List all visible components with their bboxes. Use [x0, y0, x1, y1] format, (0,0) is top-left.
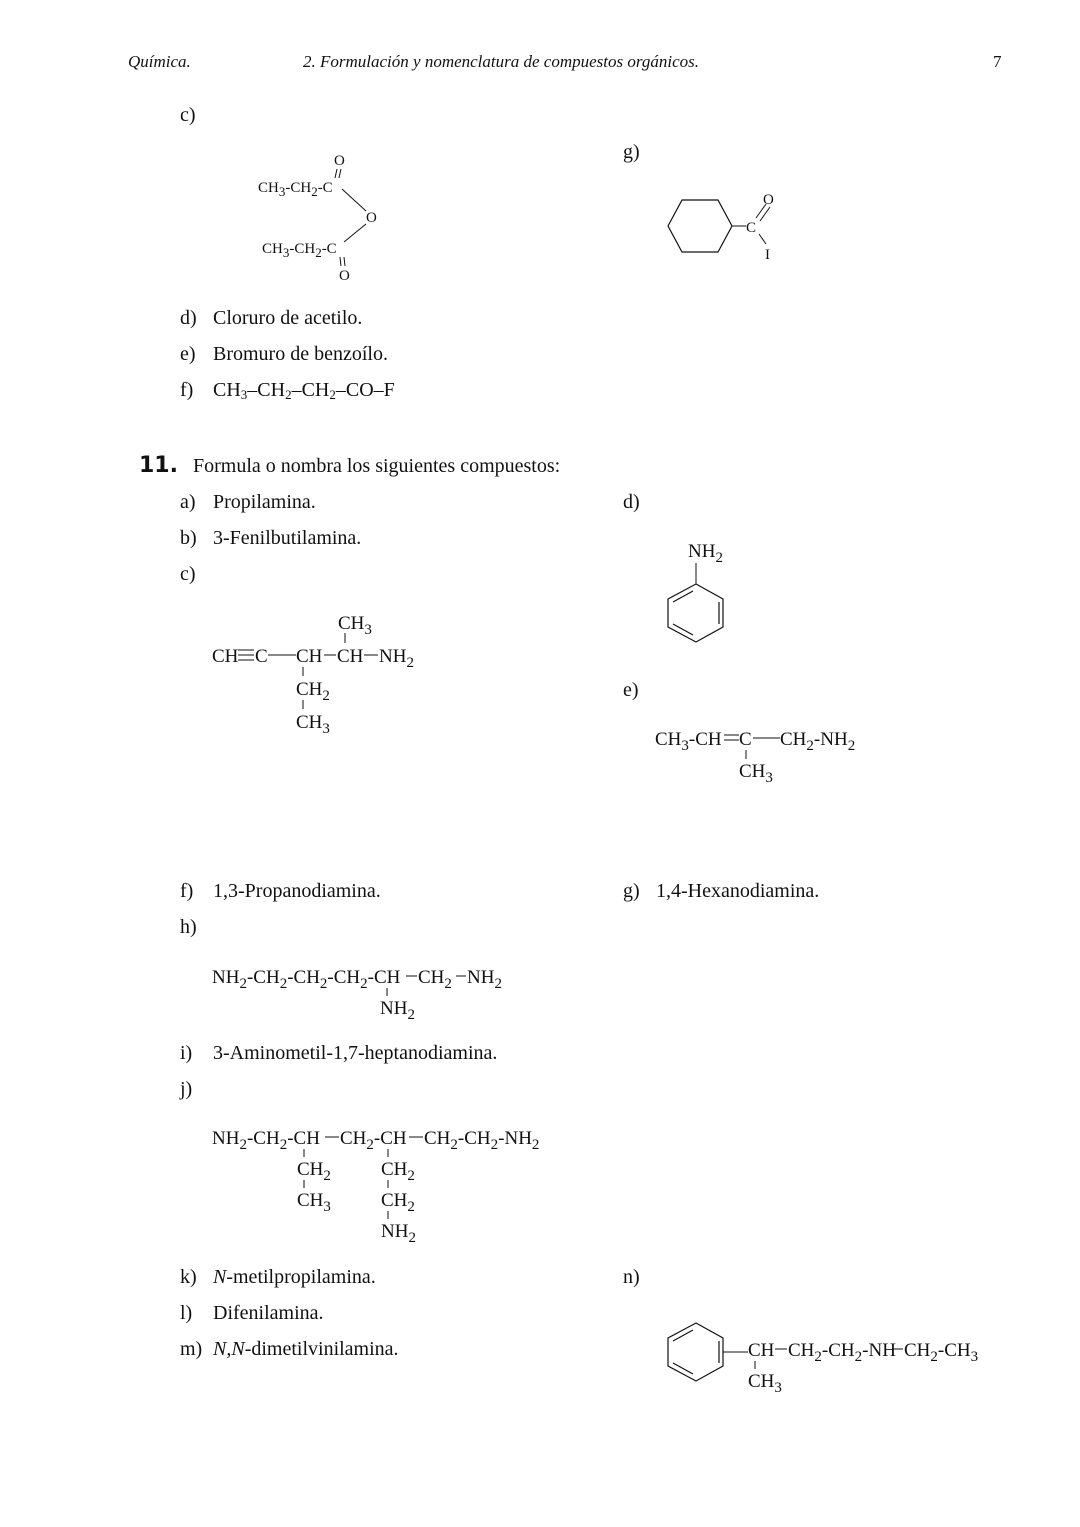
exercise-number: 11.	[139, 453, 178, 478]
structure-aniline	[668, 541, 723, 642]
svg-text:O: O	[339, 268, 350, 284]
item-d-label-11: d)	[623, 491, 640, 513]
svg-text:CH3: $CH_3$	[739, 761, 773, 786]
item-k-label: k)	[180, 1266, 197, 1288]
svg-text:CH3: $CH_3$	[296, 712, 330, 737]
svg-text:O: O	[366, 210, 377, 226]
svg-text:NH2: $NH_2$	[380, 998, 415, 1023]
item-f-formula: $CH_3-CH_2-CH_2-CO-F$	[213, 379, 395, 402]
item-b-text: 3-Fenilbutilamina.	[213, 527, 362, 549]
svg-text:C: C	[739, 729, 752, 750]
structure-11c	[212, 613, 414, 737]
svg-text:CH: CH	[337, 646, 364, 667]
structure-anhydride	[258, 153, 377, 284]
item-n-label: n)	[623, 1266, 640, 1288]
item-m-text: N,N-dimetilvinilamina.	[213, 1338, 399, 1360]
svg-text:CH3-CH: $CH_3-CH$	[655, 729, 722, 754]
item-g-text-11: 1,4-Hexanodiamina.	[656, 880, 820, 902]
item-i-label: i)	[180, 1042, 193, 1064]
structure-11n	[668, 1323, 978, 1396]
svg-text:NH2-CH2-CH2-CH2-CH: $NH_2-CH_2-CH_2-CH_2-CH$	[212, 967, 401, 992]
svg-text:CH3-CH2-C: CH3-CH2-C	[262, 241, 337, 260]
svg-text:I: I	[765, 247, 770, 263]
svg-text:CH2-CH2-NH: $CH_2-CH_2-NH$	[788, 1340, 896, 1365]
item-e-label: e)	[180, 343, 196, 365]
svg-text:NH2-CH2-CH: $NH_2-CH_2-CH$	[212, 1128, 320, 1153]
item-b-label: b)	[180, 527, 197, 549]
header-subject: Química.	[128, 52, 191, 71]
item-e-label-11: e)	[623, 679, 639, 701]
svg-text:NH2: $NH_2$	[381, 1221, 416, 1246]
item-d-label: d)	[180, 307, 197, 329]
svg-text:C: C	[746, 220, 757, 236]
item-l-label: l)	[180, 1302, 193, 1324]
svg-text:NH2: $NH_2$	[467, 967, 502, 992]
svg-text:NH2: $NH_2$	[688, 541, 723, 566]
item-f-label-11: f)	[180, 880, 194, 902]
svg-text:O: O	[763, 192, 774, 208]
item-h-label: h)	[180, 916, 197, 938]
svg-text:CH3: $CH_3$	[297, 1190, 331, 1215]
svg-text:CH2: $CH_2$	[381, 1190, 415, 1215]
item-c-label: c)	[180, 104, 196, 126]
structure-11h	[212, 967, 502, 1023]
header-chapter: 2. Formulación y nomenclatura de compuestos orgánicos.	[303, 52, 699, 71]
item-a-label: a)	[180, 491, 196, 513]
svg-text:CH2: $CH_2$	[381, 1159, 415, 1184]
item-e-text: Bromuro de benzoílo.	[213, 343, 388, 365]
structure-11j	[212, 1128, 539, 1246]
svg-text:CH3-CH2-C: CH3-CH2-C	[258, 180, 333, 199]
page-number: 7	[993, 52, 1002, 71]
svg-text:CH2-CH2-NH2: $CH_2-CH_2-NH_2$	[424, 1128, 540, 1153]
svg-text:CH: CH	[748, 1340, 775, 1361]
item-f-label: f)	[180, 379, 194, 401]
svg-text:NH2: $NH_2$	[379, 646, 414, 671]
svg-text:CH: CH	[212, 646, 239, 667]
svg-text:CH3: $CH_3$	[748, 1371, 782, 1396]
item-i-text: 3-Aminometil-1,7-heptanodiamina.	[213, 1042, 498, 1064]
item-f-text-11: 1,3-Propanodiamina.	[213, 880, 381, 902]
svg-text:CH2-CH3: $CH_2-CH_3$	[904, 1340, 979, 1365]
item-m-label: m)	[180, 1338, 203, 1360]
item-k-text: N-metilpropilamina.	[213, 1266, 376, 1288]
item-c-label-11: c)	[180, 563, 196, 585]
item-l-text: Difenilamina.	[213, 1302, 324, 1324]
structure-11e	[655, 729, 855, 786]
item-a-text: Propilamina.	[213, 491, 316, 513]
svg-text:CH2: $CH_2$	[418, 967, 452, 992]
svg-text:CH2-NH2: $CH_2-NH_2$	[780, 729, 856, 754]
svg-text:C: C	[255, 646, 268, 667]
item-j-label: j)	[180, 1078, 193, 1100]
svg-text:CH2: $CH_2$	[296, 679, 330, 704]
svg-text:CH2-CH: $CH_2-CH$	[340, 1128, 407, 1153]
item-g-label: g)	[623, 141, 640, 163]
svg-text:CH: CH	[296, 646, 323, 667]
svg-text:CH3: $CH_3$	[338, 613, 372, 638]
exercise-prompt: Formula o nombra los siguientes compuestos:	[193, 455, 561, 477]
item-d-text: Cloruro de acetilo.	[213, 307, 363, 329]
item-g-label-11: g)	[623, 880, 640, 902]
svg-text:O: O	[334, 153, 345, 169]
svg-text:CH2: $CH_2$	[297, 1159, 331, 1184]
structure-acyl-iodide	[668, 192, 774, 263]
